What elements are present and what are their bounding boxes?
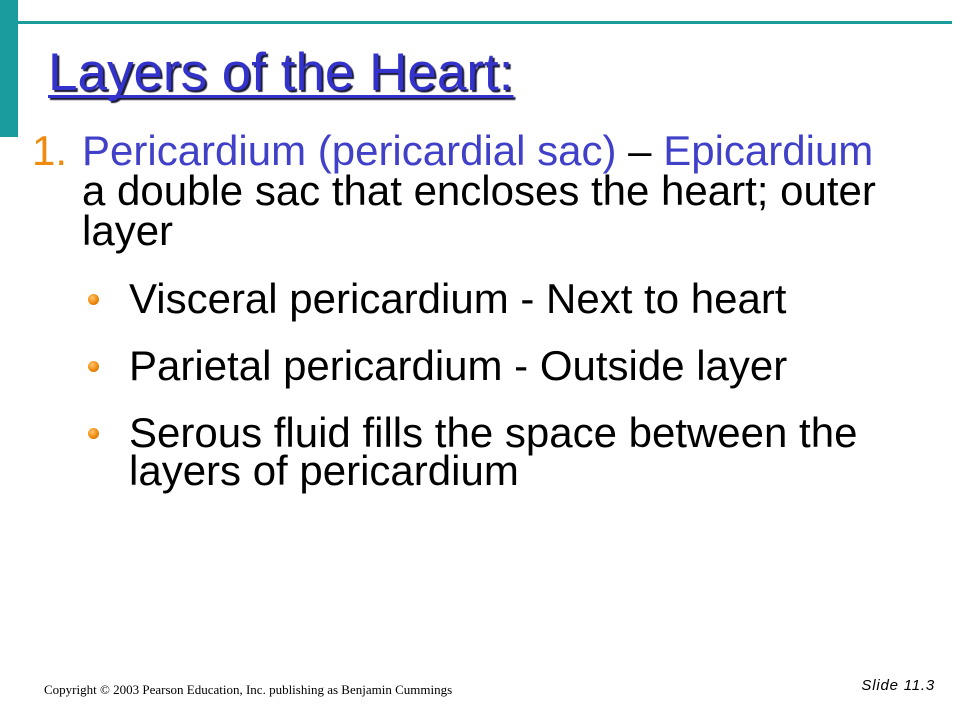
top-rule-line (18, 21, 952, 24)
bullet-text (129, 275, 787, 322)
slide-number: Slide 11.3 (861, 677, 935, 694)
item-term: Pericardium (pericardial sac) (82, 127, 617, 174)
item-description-line: a double sac that encloses the heart; outer (82, 167, 876, 214)
item-description-line: layer (82, 207, 174, 254)
bullet-dot-icon (88, 361, 99, 372)
slide-title: Layers of the Heart: (48, 43, 514, 102)
item-separator: – (628, 127, 652, 174)
bullet-text (129, 342, 788, 389)
bullet-dot-icon (88, 428, 99, 439)
bullet-dot-icon (88, 294, 99, 305)
bullet-text-line: Visceral pericardium - Next to heart (129, 275, 787, 322)
teal-accent-bar (0, 0, 18, 137)
bullet-item (0, 409, 960, 494)
bullet-text (129, 409, 858, 494)
numbered-item (82, 127, 876, 254)
bullet-text-line: Parietal pericardium - Outside layer (129, 342, 788, 389)
bullet-text-line: layers of pericardium (129, 447, 519, 494)
item-synonym: Epicardium (663, 127, 874, 174)
bullet-text-line: Serous fluid fills the space between the (129, 409, 858, 456)
item-heading-line (82, 127, 876, 174)
item-number: 1. (32, 127, 68, 174)
copyright-text: Copyright © 2003 Pearson Education, Inc. publishing as Benjamin Cummings (44, 682, 453, 697)
